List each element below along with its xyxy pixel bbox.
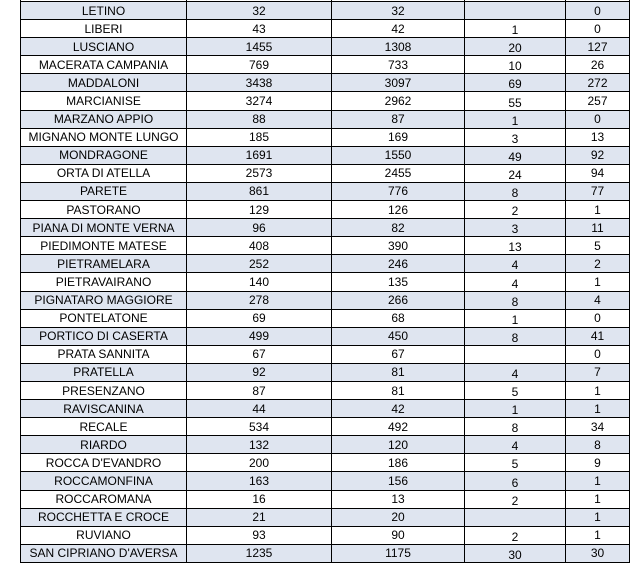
value-4-cell: 257 xyxy=(566,92,630,110)
table-row xyxy=(21,255,630,273)
value-3-cell: 30 xyxy=(465,544,566,562)
value-1-cell: 88 xyxy=(187,110,332,128)
value-3-cell: 69 xyxy=(465,74,566,92)
value-4-cell: 1 xyxy=(566,400,630,418)
value-3-cell: 1 xyxy=(465,309,566,327)
value-1-cell: 200 xyxy=(187,454,332,472)
value-2-cell: 450 xyxy=(332,327,465,345)
value-3-cell: 8 xyxy=(465,418,566,436)
comune-cell: PARETE xyxy=(21,182,187,200)
table-row xyxy=(21,381,630,399)
comune-cell: PONTELATONE xyxy=(21,309,187,327)
value-1-cell: 1235 xyxy=(187,544,332,562)
value-2-cell: 13 xyxy=(332,490,465,508)
value-1-cell: 3274 xyxy=(187,92,332,110)
table-row xyxy=(21,92,630,110)
value-2-cell: 120 xyxy=(332,436,465,454)
comune-cell: RAVISCANINA xyxy=(21,400,187,418)
value-4-cell: 26 xyxy=(566,56,630,74)
value-3-cell xyxy=(465,508,566,526)
value-2-cell: 492 xyxy=(332,418,465,436)
table-row xyxy=(21,526,630,544)
table-row xyxy=(21,20,630,38)
comune-cell: MACERATA CAMPANIA xyxy=(21,56,187,74)
value-4-cell: 92 xyxy=(566,146,630,164)
table-row xyxy=(21,436,630,454)
value-1-cell: 93 xyxy=(187,526,332,544)
table-row xyxy=(21,490,630,508)
comune-cell: MIGNANO MONTE LUNGO xyxy=(21,128,187,146)
comune-cell: MONDRAGONE xyxy=(21,146,187,164)
table-row xyxy=(21,508,630,526)
table-row xyxy=(21,237,630,255)
value-1-cell: 67 xyxy=(187,345,332,363)
table-row xyxy=(21,128,630,146)
value-4-cell: 4 xyxy=(566,291,630,309)
value-4-cell: 34 xyxy=(566,418,630,436)
comune-cell: PRESENZANO xyxy=(21,381,187,399)
value-2-cell: 42 xyxy=(332,400,465,418)
table-row xyxy=(21,454,630,472)
value-2-cell: 81 xyxy=(332,363,465,381)
value-1-cell: 44 xyxy=(187,400,332,418)
value-1-cell: 769 xyxy=(187,56,332,74)
table-row xyxy=(21,400,630,418)
value-1-cell: 69 xyxy=(187,309,332,327)
value-3-cell: 4 xyxy=(465,436,566,454)
value-4-cell: 7 xyxy=(566,363,630,381)
value-1-cell: 534 xyxy=(187,418,332,436)
value-4-cell: 30 xyxy=(566,544,630,562)
value-3-cell: 10 xyxy=(465,56,566,74)
value-1-cell: 1691 xyxy=(187,146,332,164)
comune-cell: LETINO xyxy=(21,2,187,20)
value-2-cell: 126 xyxy=(332,201,465,219)
table-row xyxy=(21,38,630,56)
value-4-cell: 0 xyxy=(566,309,630,327)
comune-cell: PIGNATARO MAGGIORE xyxy=(21,291,187,309)
comune-cell: RECALE xyxy=(21,418,187,436)
value-3-cell: 5 xyxy=(465,454,566,472)
comune-cell: ROCCAROMANA xyxy=(21,490,187,508)
value-4-cell: 1 xyxy=(566,490,630,508)
value-4-cell: 2 xyxy=(566,255,630,273)
value-1-cell: 3438 xyxy=(187,74,332,92)
comune-cell: PRATA SANNITA xyxy=(21,345,187,363)
value-3-cell: 1 xyxy=(465,400,566,418)
value-1-cell: 252 xyxy=(187,255,332,273)
value-4-cell: 127 xyxy=(566,38,630,56)
value-4-cell: 0 xyxy=(566,345,630,363)
value-4-cell: 9 xyxy=(566,454,630,472)
value-2-cell: 186 xyxy=(332,454,465,472)
value-3-cell: 4 xyxy=(465,363,566,381)
comune-cell: SAN CIPRIANO D'AVERSA xyxy=(21,544,187,562)
value-1-cell: 32 xyxy=(187,2,332,20)
value-4-cell: 1 xyxy=(566,526,630,544)
table-body xyxy=(21,0,630,562)
value-4-cell: 0 xyxy=(566,2,630,20)
value-1-cell: 2573 xyxy=(187,164,332,182)
value-2-cell: 3097 xyxy=(332,74,465,92)
value-4-cell: 0 xyxy=(566,20,630,38)
value-3-cell: 2 xyxy=(465,201,566,219)
value-3-cell: 24 xyxy=(465,164,566,182)
value-2-cell: 68 xyxy=(332,309,465,327)
value-3-cell: 20 xyxy=(465,38,566,56)
value-2-cell: 733 xyxy=(332,56,465,74)
table-row xyxy=(21,418,630,436)
value-3-cell: 8 xyxy=(465,327,566,345)
value-3-cell: 1 xyxy=(465,110,566,128)
value-2-cell: 82 xyxy=(332,219,465,237)
comune-cell: RIARDO xyxy=(21,436,187,454)
value-3-cell: 2 xyxy=(465,526,566,544)
value-3-cell: 3 xyxy=(465,128,566,146)
value-1-cell: 96 xyxy=(187,219,332,237)
value-4-cell: 13 xyxy=(566,128,630,146)
comune-cell: MARZANO APPIO xyxy=(21,110,187,128)
value-4-cell: 11 xyxy=(566,219,630,237)
value-3-cell: 2 xyxy=(465,490,566,508)
value-3-cell: 4 xyxy=(465,255,566,273)
table-row xyxy=(21,327,630,345)
value-1-cell: 140 xyxy=(187,273,332,291)
value-3-cell: 4 xyxy=(465,273,566,291)
comune-cell: PIETRAVAIRANO xyxy=(21,273,187,291)
table-row xyxy=(21,201,630,219)
value-1-cell: 87 xyxy=(187,381,332,399)
value-1-cell: 499 xyxy=(187,327,332,345)
table-row xyxy=(21,182,630,200)
comune-cell: ROCCA D'EVANDRO xyxy=(21,454,187,472)
comune-cell: LUSCIANO xyxy=(21,38,187,56)
comune-cell: ROCCAMONFINA xyxy=(21,472,187,490)
comune-cell: ORTA DI ATELLA xyxy=(21,164,187,182)
value-3-cell: 5 xyxy=(465,381,566,399)
value-1-cell: 129 xyxy=(187,201,332,219)
value-1-cell: 16 xyxy=(187,490,332,508)
value-3-cell: 6 xyxy=(465,472,566,490)
value-4-cell: 77 xyxy=(566,182,630,200)
value-4-cell: 0 xyxy=(566,110,630,128)
table-row xyxy=(21,345,630,363)
table-row xyxy=(21,309,630,327)
value-2-cell: 90 xyxy=(332,526,465,544)
value-4-cell: 1 xyxy=(566,201,630,219)
value-4-cell: 1 xyxy=(566,273,630,291)
comune-cell: MARCIANISE xyxy=(21,92,187,110)
table-row xyxy=(21,219,630,237)
value-4-cell: 94 xyxy=(566,164,630,182)
value-2-cell: 67 xyxy=(332,345,465,363)
table-row xyxy=(21,110,630,128)
value-2-cell: 42 xyxy=(332,20,465,38)
value-2-cell: 81 xyxy=(332,381,465,399)
value-1-cell: 163 xyxy=(187,472,332,490)
value-2-cell: 135 xyxy=(332,273,465,291)
value-4-cell: 8 xyxy=(566,436,630,454)
value-2-cell: 246 xyxy=(332,255,465,273)
value-3-cell: 8 xyxy=(465,291,566,309)
value-3-cell: 55 xyxy=(465,92,566,110)
value-1-cell: 92 xyxy=(187,363,332,381)
comune-cell: RUVIANO xyxy=(21,526,187,544)
comune-cell: PIEDIMONTE MATESE xyxy=(21,237,187,255)
comune-cell: PIETRAMELARA xyxy=(21,255,187,273)
value-1-cell: 278 xyxy=(187,291,332,309)
value-1-cell: 21 xyxy=(187,508,332,526)
value-4-cell: 5 xyxy=(566,237,630,255)
comune-cell: PASTORANO xyxy=(21,201,187,219)
comune-cell: PRATELLA xyxy=(21,363,187,381)
table-row xyxy=(21,472,630,490)
value-1-cell: 43 xyxy=(187,20,332,38)
value-4-cell: 1 xyxy=(566,381,630,399)
value-3-cell xyxy=(465,2,566,20)
comune-cell: PORTICO DI CASERTA xyxy=(21,327,187,345)
value-3-cell: 13 xyxy=(465,237,566,255)
value-3-cell: 3 xyxy=(465,219,566,237)
value-2-cell: 169 xyxy=(332,128,465,146)
table-row xyxy=(21,56,630,74)
table-row xyxy=(21,291,630,309)
value-2-cell: 390 xyxy=(332,237,465,255)
value-2-cell: 156 xyxy=(332,472,465,490)
value-1-cell: 185 xyxy=(187,128,332,146)
table-row xyxy=(21,74,630,92)
value-2-cell: 1175 xyxy=(332,544,465,562)
value-3-cell: 1 xyxy=(465,20,566,38)
value-2-cell: 2455 xyxy=(332,164,465,182)
comune-cell: LIBERI xyxy=(21,20,187,38)
comuni-table xyxy=(20,0,630,563)
value-2-cell: 20 xyxy=(332,508,465,526)
comune-cell: MADDALONI xyxy=(21,74,187,92)
table-row xyxy=(21,273,630,291)
value-4-cell: 1 xyxy=(566,508,630,526)
value-2-cell: 1550 xyxy=(332,146,465,164)
value-2-cell: 776 xyxy=(332,182,465,200)
value-2-cell: 266 xyxy=(332,291,465,309)
table-row xyxy=(21,544,630,562)
value-2-cell: 2962 xyxy=(332,92,465,110)
table-row xyxy=(21,146,630,164)
comune-cell: ROCCHETTA E CROCE xyxy=(21,508,187,526)
value-4-cell: 1 xyxy=(566,472,630,490)
value-2-cell: 87 xyxy=(332,110,465,128)
value-1-cell: 861 xyxy=(187,182,332,200)
value-3-cell: 8 xyxy=(465,182,566,200)
value-1-cell: 1455 xyxy=(187,38,332,56)
comune-cell: PIANA DI MONTE VERNA xyxy=(21,219,187,237)
value-2-cell: 32 xyxy=(332,2,465,20)
value-4-cell: 41 xyxy=(566,327,630,345)
value-3-cell xyxy=(465,345,566,363)
value-2-cell: 1308 xyxy=(332,38,465,56)
value-1-cell: 132 xyxy=(187,436,332,454)
table-row xyxy=(21,2,630,20)
value-1-cell: 408 xyxy=(187,237,332,255)
table-row xyxy=(21,164,630,182)
value-4-cell: 272 xyxy=(566,74,630,92)
table-row xyxy=(21,363,630,381)
value-3-cell: 49 xyxy=(465,146,566,164)
